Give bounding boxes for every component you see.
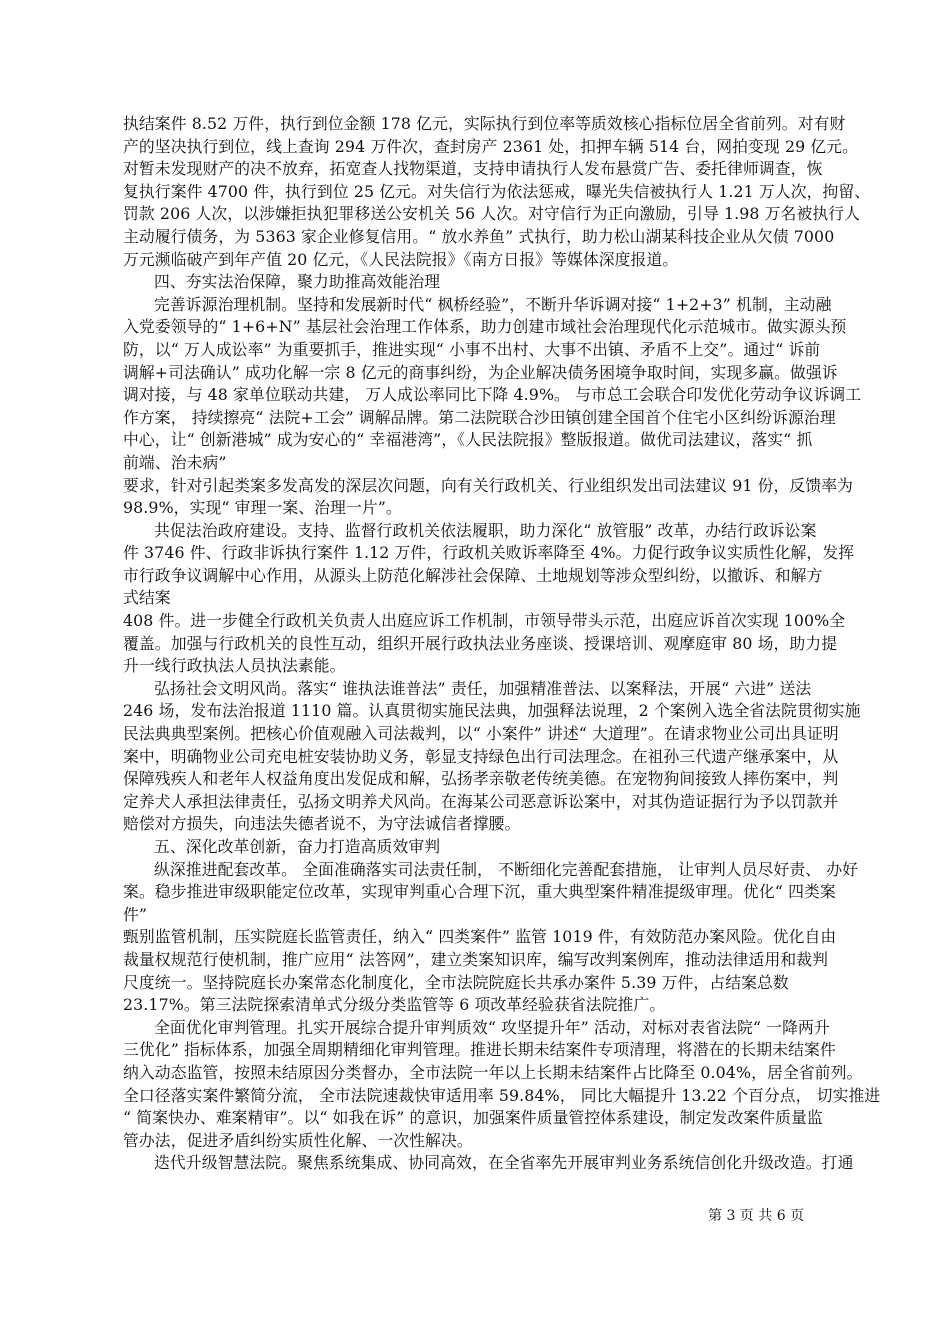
text-line: 迭代升级智慧法院。聚焦系统集成、协同高效，在全省率先开展审判业务系统信创化升级改造。打通 bbox=[154, 1153, 854, 1173]
text-line: 408 件。进一步健全行政机关负责人出庭应诉工作机制，市领导带头示范，出庭应诉首次实现 100%全 bbox=[123, 611, 846, 631]
text-line: 甄别监管机制，压实院庭长监管责任，纳入“ 四类案件” 监管 1019 件，有效防范办案风险。优化自由 bbox=[123, 927, 837, 947]
text-line: 完善诉源治理机制。坚持和发展新时代“ 枫桥经验”，不断升华诉调对接“ 1+2+3” 机制，主动融 bbox=[154, 294, 832, 314]
text-line: 调对接，与 48 家单位联动共建， 万人成讼率同比下降 4.9%。 与市总工会联合印发优化劳动争议诉调工 bbox=[123, 385, 862, 405]
text-line: 对暂未发现财产的决不放弃，拓宽查人找物渠道，支持申请执行人发布悬赏广告、委托律师调查，恢 bbox=[123, 159, 823, 179]
text-line: 定养犬人承担法律责任，弘扬文明养犬风尚。在海某公司恶意诉讼案中，对其伪造证据行为予以罚款并 bbox=[123, 791, 839, 811]
text-line: 民法典典型案例。把核心价值观融入司法裁判，以“ 小案件” 讲述“ 大道理”。在请求物业公司出具证明 bbox=[123, 724, 839, 744]
text-line: 共促法治政府建设。支持、监督行政机关依法履职，助力深化“ 放管服” 改革，办结行政诉讼案 bbox=[154, 520, 817, 540]
text-line: 246 场，发布法治报道 1110 篇。认真贯彻实施民法典，加强释法说理，2 个案例入选全省法院贯彻实施 bbox=[123, 701, 861, 721]
text-line: 升一线行政执法人员执法素能。 bbox=[123, 656, 346, 676]
text-line: 复执行案件 4700 件，执行到位 25 亿元。对失信行为依法惩戒，曝光失信被执行人 1.21 万人次，拘留、 bbox=[123, 181, 871, 201]
document-body bbox=[123, 113, 881, 1175]
text-line: 式结案 bbox=[123, 588, 171, 608]
text-line: 案。稳步推进审级职能定位改革，实现审判重心合理下沉，重大典型案件精准提级审理。优化“ 四类案 bbox=[123, 882, 836, 902]
text-line: 五、深化改革创新，奋力打造高质效审判 bbox=[154, 837, 441, 856]
text-line: 裁量权规范行使机制，推广应用“ 法答网”，建立类案知识库，编写改判案例库，推动法律适用和裁判 bbox=[123, 949, 829, 969]
text-line: 中心，让“ 创新港城” 成为安心的“ 幸福港湾”，《人民法院报》整版报道。做优司法建议，落实“ 抓 bbox=[123, 430, 813, 450]
text-line: 前端、治未病” bbox=[123, 452, 227, 472]
text-line: 赔偿对方损失，向违法失德者说不，为守法诚信者撑腰。 bbox=[123, 814, 521, 834]
text-line: 市行政争议调解中心作用，从源头上防范化解涉社会保障、土地规划等涉众型纠纷，以撤诉、和解方 bbox=[123, 565, 823, 585]
text-line: 要求，针对引起类案多发高发的深层次问题，向有关行政机关、行业组织发出司法建议 91 份，反馈率为 bbox=[123, 475, 854, 495]
text-line: 案中，明确物业公司充电桩安装协助义务，彰显支持绿色出行司法理念。在祖孙三代遗产继承案中，从 bbox=[123, 746, 839, 766]
text-line: 保障残疾人和老年人权益角度出发促成和解，弘扬孝亲敬老传统美德。在宠物狗间接致人摔伤案中，判 bbox=[123, 769, 839, 789]
text-line: 23.17%。第三法院探索清单式分级分类监管等 6 项改革经验获省法院推广。 bbox=[123, 995, 666, 1015]
text-line: 尺度统一。坚持院庭长办案常态化制度化，全市法院院庭长共承办案件 5.39 万件，占结案总数 bbox=[123, 972, 789, 992]
text-line: 三优化” 指标体系，加强全周期精细化审判管理。推进长期未结案件专项清理，将潜在的长期未结案件 bbox=[123, 1040, 836, 1060]
text-line: 万元濒临破产到年产值 20 亿元，《人民法院报》《南方日报》等媒体深度报道。 bbox=[123, 249, 679, 269]
text-line: 覆盖。加强与行政机关的良性互动，组织开展行政执法业务座谈、授课培训、观摩庭审 80 场，助力提 bbox=[123, 633, 838, 653]
text-line: 四、夯实法治保障，聚力助推高效能治理 bbox=[154, 272, 441, 292]
text-line: 调解+司法确认” 成功化解一宗 8 亿元的商事纠纷，为企业解决债务困境争取时间，实现多赢。做强诉 bbox=[123, 362, 838, 382]
text-line: 全口径落实案件繁简分流， 全市法院速裁快审适用率 59.84%， 同比大幅提升 13.22 个百分点， 切实推进 bbox=[123, 1085, 881, 1105]
text-line: 主动履行债务，为 5363 家企业修复信用。“ 放水养鱼” 式执行，助力松山湖某科技企业从欠债 7000 bbox=[123, 226, 835, 246]
text-line: 全面优化审判管理。扎实开展综合提升审判质效“ 攻坚提升年” 活动，对标对表省法院“ 一降两升 bbox=[154, 1017, 830, 1037]
text-line: 作方案， 持续擦亮“ 法院+工会” 调解品牌。第二法院联合沙田镇创建全国首个住宅小区纠纷诉源治理 bbox=[123, 407, 836, 427]
text-line: 件 3746 件、行政非诉执行案件 1.12 万件，行政机关败诉率降至 4%。力促行政争议实质性化解，发挥 bbox=[123, 543, 855, 563]
text-line: 98.9%，实现“ 审理一案、治理一片”。 bbox=[123, 498, 402, 518]
text-line: 执结案件 8.52 万件，执行到位金额 178 亿元，实际执行到位率等质效核心指标位居全省前列。对有财 bbox=[123, 114, 846, 133]
text-line: 纵深推进配套改革。 全面准确落实司法责任制， 不断细化完善配套措施， 让审判人员尽好责、 办好 bbox=[154, 859, 859, 879]
text-line: 防，以“ 万人成讼率” 为重要抓手，推进实现“ 小事不出村、大事不出镇、矛盾不上交”。通过“ 诉前 bbox=[123, 339, 821, 359]
text-line: 件” bbox=[123, 904, 148, 924]
text-line: 入党委领导的“ 1+6+N” 基层社会治理工作体系，助力创建市域社会治理现代化示范城市。做实源头预 bbox=[123, 317, 847, 337]
text-line: 弘扬社会文明风尚。落实“ 谁执法谁普法” 责任，加强精准普法、以案释法，开展“ 六进” 送法 bbox=[154, 678, 812, 698]
page-number-footer: 第 3 页 共 6 页 bbox=[708, 1208, 805, 1224]
text-line: “ 简案快办、难案精审”。以“ 如我在诉” 的意识，加强案件质量管控体系建设，制定发改案件质量监 bbox=[123, 1108, 823, 1128]
text-line: 管办法，促进矛盾纠纷实质性化解、一次性解决。 bbox=[123, 1130, 473, 1150]
text-line: 罚款 206 人次，以涉嫌拒执犯罪移送公安机关 56 人次。对守信行为正向激励，引导 1.98 万名被执行人 bbox=[123, 204, 861, 224]
text-line: 产的坚决执行到位，线上查询 294 万件次，查封房产 2361 处，扣押车辆 514 台，网拍变现 29 亿元。 bbox=[123, 136, 859, 156]
text-line: 纳入动态监管，按照未结原因分类督办，全市法院一年以上长期未结案件占比降至 0.04%，居全省前列。 bbox=[123, 1062, 863, 1082]
